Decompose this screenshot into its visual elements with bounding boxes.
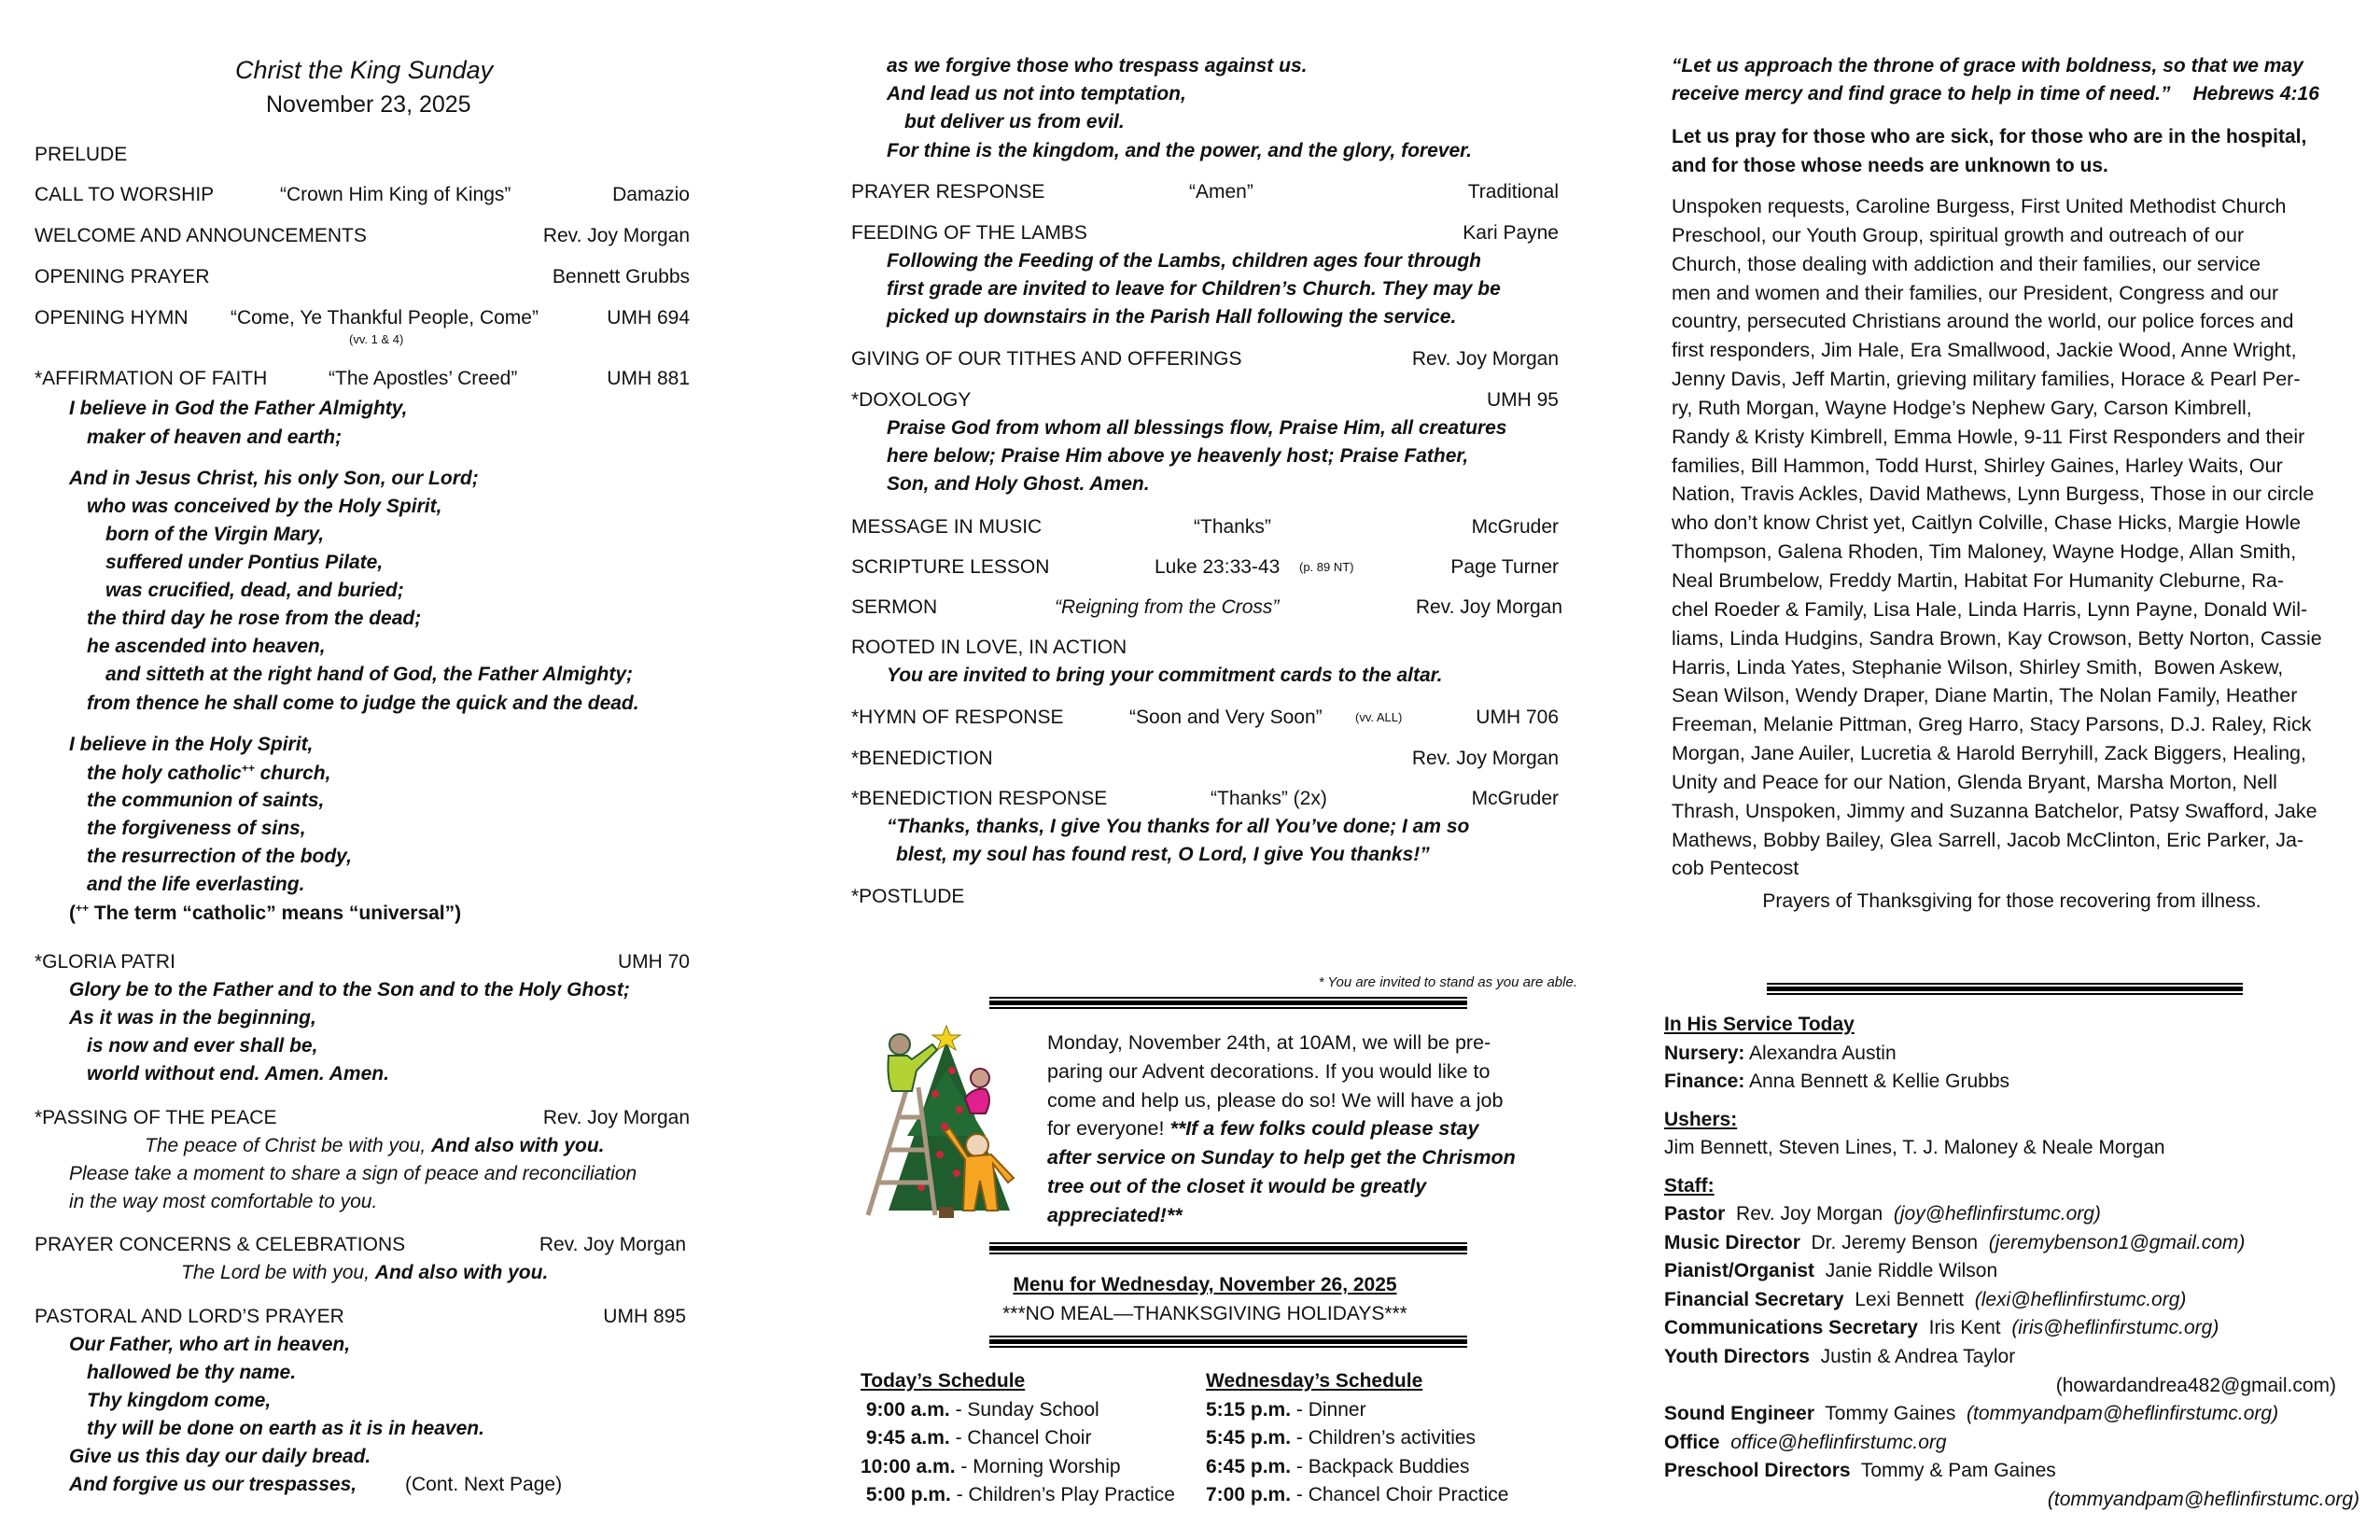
item-title: “Come, Ye Thankful People, Come” <box>231 307 539 329</box>
item-credit: UMH 895 <box>603 1306 686 1327</box>
ushers-list: Jim Bennett, Steven Lines, T. J. Maloney & Neale Morgan <box>1664 1137 2165 1158</box>
item-label: SCRIPTURE LESSON <box>851 556 1050 578</box>
prayer-list-line: country, persecuted Christians around the world, our police forces and <box>1672 310 2294 333</box>
schedule-time: 5:45 p.m. <box>1206 1427 1292 1449</box>
item-label: SERMON <box>851 596 938 618</box>
item-opening-prayer <box>35 267 690 289</box>
creed-line: the communion of saints, <box>87 790 325 811</box>
item-credit: Damazio <box>612 184 690 205</box>
peace-line: in the way most comfortable to you. <box>69 1191 378 1212</box>
schedule-item <box>1206 1424 1508 1453</box>
announcement-emphasis: appreciated!** <box>1047 1203 1183 1226</box>
item-title: “Thanks” (2x) <box>1211 788 1327 809</box>
prayer-list <box>1672 192 2322 883</box>
role-name: Anna Bennett & Kellie Grubbs <box>1744 1071 2010 1092</box>
role-name: Alexandra Austin <box>1744 1042 1897 1064</box>
staff-row <box>1664 1457 2359 1486</box>
middle-panel <box>851 0 1579 1540</box>
announcement-text: for everyone! <box>1047 1117 1170 1141</box>
creed-line: and the life everlasting. <box>87 874 305 895</box>
continued-note: (Cont. Next Page) <box>405 1474 563 1495</box>
doxology-line: Praise God from whom all blessings flow, Praise Him, all creatures <box>887 417 1507 439</box>
item-label: *AFFIRMATION OF FAITH <box>35 368 268 389</box>
staff-role: Preschool Directors <box>1664 1460 1851 1482</box>
menu-heading: Menu for Wednesday, November 26, 2025 <box>1013 1274 1397 1295</box>
announcement-line: paring our Advent decorations. If you would like to <box>1047 1059 1491 1083</box>
item-label: WELCOME AND ANNOUNCEMENTS <box>35 225 367 246</box>
schedule-time: 9:00 a.m. <box>865 1398 950 1421</box>
lambs-line: Following the Feeding of the Lambs, children ages four through <box>887 250 1482 272</box>
prayer-list-line: Thrash, Unspoken, Jimmy and Suzanna Batchelor, Patsy Swafford, Jake <box>1672 799 2317 822</box>
staff-row <box>1664 1229 2359 1258</box>
gloria-line: As it was in the beginning, <box>69 1007 316 1029</box>
service-finance <box>1664 1068 2359 1097</box>
creed-text: church, <box>259 763 331 784</box>
divider-line <box>989 997 1467 1010</box>
item-label: PRAYER RESPONSE <box>851 181 1045 203</box>
creed-line: I believe in the Holy Spirit, <box>69 734 314 755</box>
item-page-ref: (p. 89 NT) <box>1299 560 1354 574</box>
doxology-line: here below; Praise Him above ye heavenly host; Praise Father, <box>887 445 1469 467</box>
schedule-heading: Today’s Schedule <box>861 1370 1026 1392</box>
role-label: Nursery: <box>1664 1042 1745 1064</box>
creed-line: from thence he shall come to judge the quick and the dead. <box>87 693 639 714</box>
item-rooted <box>851 637 1559 660</box>
staff-list <box>1664 1200 2359 1515</box>
announcement-line: come and help us, please do so! We will have a job <box>1047 1088 1504 1112</box>
schedule-time: 10:00 a.m. <box>861 1455 956 1477</box>
item-credit: Rev. Joy Morgan <box>1411 348 1559 370</box>
creed-line: And in Jesus Christ, his only Son, our Lord; <box>69 468 479 489</box>
prayer-list-line: Randy & Kristy Kimbrell, Emma Howle, 9-11 First Responders and their <box>1672 425 2305 448</box>
staff-row <box>1664 1257 2359 1286</box>
creed-line: born of the Virgin Mary, <box>105 524 325 545</box>
item-credit: Rev. Joy Morgan <box>542 1107 690 1128</box>
creed-line: the resurrection of the body, <box>87 846 352 867</box>
staff-name: Rev. Joy Morgan <box>1725 1203 1894 1225</box>
item-label: *BENEDICTION RESPONSE <box>851 788 1108 809</box>
item-hymn-response <box>851 707 1559 730</box>
item-label: CALL TO WORSHIP <box>35 184 215 205</box>
service-list <box>1664 1011 2359 1515</box>
schedule-event: - Chancel Choir <box>949 1427 1092 1449</box>
staff-email[interactable]: (tommyandpam@heflinfirstumc.org) <box>1967 1403 2279 1425</box>
item-label: PRELUDE <box>35 144 128 165</box>
staff-email[interactable]: (tommyandpam@heflinfirstumc.org) <box>2047 1488 2359 1510</box>
staff-name: Justin & Andrea Taylor <box>1809 1345 2016 1367</box>
benediction-line: “Thanks, thanks, I give You thanks for all You’ve done; I am so <box>887 816 1470 837</box>
schedule-heading: Wednesday’s Schedule <box>1206 1370 1423 1392</box>
staff-email[interactable]: (howardandrea482@gmail.com) <box>2055 1374 2336 1396</box>
item-credit: UMH 694 <box>607 307 690 329</box>
item-label: ROOTED IN LOVE, IN ACTION <box>851 637 1127 658</box>
christmas-tree-decorating-icon <box>861 1024 1024 1225</box>
wednesday-schedule <box>1206 1367 1508 1510</box>
schedule-item <box>861 1453 1175 1482</box>
prayer-list-line: families, Bill Hammon, Todd Hurst, Shirley Gaines, Harley Waits, Our <box>1672 454 2283 477</box>
schedule-event: - Children’s Play Practice <box>950 1484 1175 1505</box>
item-prayer-concerns <box>35 1235 686 1257</box>
prayer-list-line: ry, Ruth Morgan, Wayne Hodge’s Nephew Gary, Carson Kimbrell, <box>1672 396 2252 419</box>
prayer-list-line: Morgan, Jane Auiler, Lucretia & Harold Berryhill, Zack Biggers, Healing, <box>1672 742 2306 765</box>
staff-role: Office <box>1664 1431 1720 1453</box>
item-credit: Bennett Grubbs <box>552 266 690 287</box>
prayer-line: but deliver us from evil. <box>904 111 1125 133</box>
item-credit: McGruder <box>1471 788 1559 809</box>
item-call-to-worship <box>35 185 690 207</box>
service-nursery <box>1664 1040 2359 1069</box>
staff-row <box>1664 1286 2359 1315</box>
item-verses: (vv. ALL) <box>1355 710 1403 724</box>
staff-name <box>1720 1432 1731 1453</box>
schedule-time: 5:15 p.m. <box>1206 1398 1292 1421</box>
prayer-list-line: who don’t know Christ yet, Caitlyn Colville, Chase Hicks, Margie Howle <box>1672 511 2301 535</box>
staff-row <box>1664 1429 2359 1458</box>
item-gloria-patri <box>35 952 690 974</box>
item-credit: Rev. Joy Morgan <box>1411 748 1559 769</box>
item-credit: Traditional <box>1467 181 1559 203</box>
divider-line <box>989 1242 1467 1255</box>
intro-line: and for those whose needs are unknown to us. <box>1672 154 2108 176</box>
item-benediction <box>851 749 1559 771</box>
verse-text: receive mercy and find grace to help in time of need.” <box>1672 83 2171 105</box>
item-benediction-response <box>851 789 1559 811</box>
lambs-line: picked up downstairs in the Parish Hall following the service. <box>887 306 1457 328</box>
item-label: PASTORAL AND LORD’S PRAYER <box>35 1306 344 1327</box>
staff-name: Iris Kent <box>1917 1317 2012 1339</box>
staff-name: Tommy & Pam Gaines <box>1850 1460 2056 1482</box>
schedule-event: - Morning Worship <box>955 1455 1121 1477</box>
staff-row <box>1664 1200 2359 1229</box>
prayer-list-line: Preschool, our Youth Group, spiritual growth and outreach of our <box>1672 223 2245 246</box>
service-heading: In His Service Today <box>1664 1014 1855 1035</box>
staff-role: Pianist/Organist <box>1664 1260 1815 1282</box>
schedule-item <box>861 1481 1175 1510</box>
creed-line: maker of heaven and earth; <box>87 427 343 448</box>
staff-row <box>1664 1343 2359 1372</box>
announcement-line: Monday, November 24th, at 10AM, we will be pre- <box>1047 1031 1491 1054</box>
prayer-list-line: Church, those dealing with addiction and their families, our service <box>1672 252 2261 275</box>
rooted-line: You are invited to bring your commitment cards to the altar. <box>887 665 1443 686</box>
prayer-list-line: men and women and their families, our President, Congress and our <box>1672 281 2279 304</box>
today-schedule <box>861 1367 1175 1510</box>
prayer-line: as we forgive those who trespass against us. <box>887 55 1308 77</box>
staff-role: Music Director <box>1664 1231 1800 1253</box>
intro-line: Let us pray for those who are sick, for those who are in the hospital, <box>1672 126 2307 147</box>
role-label: Finance: <box>1664 1071 1745 1092</box>
staff-row <box>1664 1400 2359 1429</box>
item-affirmation <box>35 369 690 391</box>
creed-line: I believe in God the Father Almighty, <box>69 398 408 419</box>
people-response: And also with you. <box>374 1262 549 1283</box>
prayer-list-line: Freeman, Melanie Pittman, Greg Harro, Stacy Parsons, D.J. Raley, Rick <box>1672 713 2312 736</box>
item-label: PRAYER CONCERNS & CELEBRATIONS <box>35 1234 406 1255</box>
prayer-list-line: Unity and Peace for our Nation, Glenda Bryant, Marsha Morton, Nell <box>1672 770 2277 793</box>
prayer-list-line: chel Roeder & Family, Lisa Hale, Linda Harris, Lynn Payne, Donald Wil- <box>1672 597 2308 621</box>
item-prelude <box>35 145 721 167</box>
item-credit: Rev. Joy Morgan <box>542 225 690 246</box>
item-credit: Kari Payne <box>1463 222 1559 244</box>
item-credit: UMH 95 <box>1486 389 1559 411</box>
prayer-list-line: Mathews, Bobby Bailey, Glea Sarrell, Jacob McClinton, Eric Parker, Ja- <box>1672 828 2304 851</box>
prayer-list-line: liams, Linda Hudgins, Sandra Brown, Kay Crowson, Betty Norton, Cassie <box>1672 626 2322 650</box>
announcement <box>1047 1029 1516 1230</box>
creed-line <box>87 763 330 783</box>
item-sermon <box>851 597 1562 620</box>
item-label: OPENING PRAYER <box>35 266 210 287</box>
peace-line: Please take a moment to share a sign of peace and reconciliation <box>69 1163 637 1184</box>
item-credit: UMH 881 <box>607 368 690 389</box>
item-credit: UMH 706 <box>1476 707 1559 728</box>
item-label: *GLORIA PATRI <box>35 951 175 973</box>
item-credit: UMH 70 <box>617 951 690 973</box>
item-credit: Page Turner <box>1450 556 1559 578</box>
item-label: *HYMN OF RESPONSE <box>851 707 1064 728</box>
creed-line: he ascended into heaven, <box>87 636 326 657</box>
prayer-line: thy will be done on earth as it is in heaven. <box>87 1418 484 1439</box>
staff-role: Communications Secretary <box>1664 1317 1918 1339</box>
gloria-line: world without end. Amen. Amen. <box>87 1063 389 1085</box>
creed-line: was crucified, dead, and buried; <box>105 580 404 601</box>
staff-heading: Staff: <box>1664 1174 1715 1197</box>
right-panel <box>1664 0 2359 1540</box>
item-label: GIVING OF OUR TITHES AND OFFERINGS <box>851 348 1242 370</box>
prayer-list-line: Neal Brumbelow, Freddy Martin, Habitat For Humanity Cleburne, Ra- <box>1672 568 2285 592</box>
prayer-list-line: Unspoken requests, Caroline Burgess, First United Methodist Church <box>1672 195 2287 217</box>
staff-row <box>1664 1486 2359 1515</box>
staff-name: Janie Riddle Wilson <box>1814 1260 1998 1282</box>
schedule-item <box>1206 1396 1508 1425</box>
creed-footnote <box>69 903 461 923</box>
prayer-list-line: Thompson, Galena Rhoden, Tim Maloney, Wayne Hodge, Allan Smith, <box>1672 540 2297 564</box>
schedule-time: 9:45 a.m. <box>865 1427 950 1449</box>
announcement-emphasis: after service on Sunday to help get the Chrismon <box>1047 1146 1516 1169</box>
people-response: And also with you. <box>431 1135 605 1156</box>
creed-line: the forgiveness of sins, <box>87 818 306 839</box>
service-date: November 23, 2025 <box>266 91 471 118</box>
prayer-list-line: Nation, Travis Ackles, David Mathews, Lynn Burgess, Those in our circle <box>1672 483 2315 506</box>
item-feeding-lambs <box>851 223 1559 245</box>
item-passing-peace <box>35 1108 690 1130</box>
item-title: “The Apostles’ Creed” <box>329 368 518 389</box>
gloria-line: Glory be to the Father and to the Son and to the Holy Ghost; <box>69 979 630 1001</box>
item-title: “Crown Him King of Kings” <box>280 184 511 205</box>
stand-note: * You are invited to stand as you are able. <box>1318 974 1577 990</box>
staff-email[interactable]: (iris@heflinfirstumc.org) <box>2011 1317 2219 1339</box>
item-tithes <box>851 349 1559 371</box>
item-label: OPENING HYMN <box>35 307 189 329</box>
scripture-verse-line: “Let us approach the throne of grace with boldness, so that we may <box>1672 55 2303 77</box>
item-label: *DOXOLOGY <box>851 389 972 411</box>
schedule-event: - Children’s activities <box>1291 1427 1477 1449</box>
item-opening-hymn <box>35 308 690 330</box>
prayer-line: Give us this day our daily bread. <box>69 1446 371 1467</box>
doxology-line: Son, and Holy Ghost. Amen. <box>887 473 1150 495</box>
scripture-verse-line <box>1672 84 2319 104</box>
thanksgiving-note: Prayers of Thanksgiving for those recovering from illness. <box>1762 890 2261 912</box>
prayer-intro <box>1672 123 2306 181</box>
item-lords-prayer <box>35 1307 686 1329</box>
announcement-emphasis: tree out of the closet it would be greatly <box>1047 1174 1427 1197</box>
staff-role: Sound Engineer <box>1664 1403 1815 1425</box>
concerns-responsive <box>181 1263 548 1282</box>
divider-line <box>989 1336 1467 1349</box>
staff-email[interactable]: (joy@heflinfirstumc.org) <box>1893 1203 2101 1225</box>
item-label: MESSAGE IN MUSIC <box>851 516 1043 538</box>
menu-note: ***NO MEAL—THANKSGIVING HOLIDAYS*** <box>1002 1303 1407 1324</box>
staff-row <box>1664 1314 2359 1343</box>
schedule-item <box>1206 1453 1508 1482</box>
schedule-event: - Backpack Buddies <box>1291 1455 1470 1477</box>
tree-trunk <box>939 1207 954 1218</box>
item-credit: Rev. Joy Morgan <box>539 1234 686 1255</box>
lambs-line: first grade are invited to leave for Children’s Church. They may be <box>887 278 1501 300</box>
announcement-line <box>1047 1114 1516 1143</box>
item-title: Luke 23:33-43 <box>1155 556 1281 578</box>
item-label: *PASSING OF THE PEACE <box>35 1107 277 1128</box>
creed-line: the third day he rose from the dead; <box>87 608 422 629</box>
creed-line: suffered under Pontius Pilate, <box>105 552 384 573</box>
hymn-verses: (vv. 1 & 4) <box>349 332 404 346</box>
staff-role: Pastor <box>1664 1203 1726 1225</box>
schedule-event: - Sunday School <box>949 1398 1099 1421</box>
footnote-paren: ( <box>69 903 76 924</box>
item-title: “Reigning from the Cross” <box>1055 596 1280 618</box>
item-credit: Rev. Joy Morgan <box>1415 596 1562 618</box>
item-postlude <box>851 887 1579 909</box>
staff-email[interactable]: office@heflinfirstumc.org <box>1730 1431 1947 1453</box>
divider-line <box>1767 983 2243 996</box>
prayer-line: Our Father, who art in heaven, <box>69 1334 351 1355</box>
item-credit: McGruder <box>1471 516 1559 538</box>
schedule-event: - Chancel Choir Practice <box>1291 1484 1509 1505</box>
schedule-item <box>861 1424 1175 1453</box>
benediction-line: blest, my soul has found rest, O Lord, I give You thanks!” <box>896 844 1430 865</box>
schedule-item <box>861 1396 1175 1425</box>
schedule-time: 5:00 p.m. <box>865 1484 951 1505</box>
schedule-item <box>1206 1481 1508 1510</box>
prayer-line: hallowed be thy name. <box>87 1362 297 1383</box>
item-label: *BENEDICTION <box>851 748 993 769</box>
staff-name: Dr. Jeremy Benson <box>1799 1231 1989 1253</box>
staff-name: Lexi Bennett <box>1843 1288 1975 1310</box>
item-title: “Amen” <box>1189 181 1253 203</box>
footnote-mark: ++ <box>76 902 90 915</box>
footnote-text: The term “catholic” means “universal”) <box>89 903 462 924</box>
item-message-music <box>851 517 1559 539</box>
prayer-line: For thine is the kingdom, and the power, and the glory, forever. <box>887 140 1472 161</box>
creed-line: who was conceived by the Holy Spirit, <box>87 496 442 517</box>
prayer-list-line: Sean Wilson, Wendy Draper, Diane Martin, The Nolan Family, Heather <box>1672 684 2298 707</box>
creed-text: the holy catholic <box>87 763 242 784</box>
verse-reference: Hebrews 4:16 <box>2192 83 2319 105</box>
prayer-list-line: first responders, Jim Hale, Era Smallwood, Jackie Wood, Anne Wright, <box>1672 339 2297 362</box>
item-label: FEEDING OF THE LAMBS <box>851 222 1087 244</box>
schedule-time: 6:45 p.m. <box>1206 1455 1292 1477</box>
peace-responsive <box>145 1136 605 1155</box>
staff-row <box>1664 1372 2336 1401</box>
gloria-line: is now and ever shall be, <box>87 1035 318 1057</box>
announcement-emphasis: **If a few folks could please stay <box>1169 1117 1479 1141</box>
item-prayer-response <box>851 182 1559 204</box>
staff-name: Tommy Gaines <box>1814 1403 1967 1425</box>
person-green-icon <box>889 1034 938 1091</box>
prayer-list-line: Jenny Davis, Jeff Martin, grieving military families, Horace & Pearl Per- <box>1672 368 2301 391</box>
item-label: *POSTLUDE <box>851 886 965 907</box>
person-pink-icon <box>965 1069 989 1113</box>
staff-role: Youth Directors <box>1664 1345 1810 1367</box>
item-welcome <box>35 226 690 248</box>
left-panel <box>35 0 721 1540</box>
prayer-line: And forgive us our trespasses, <box>69 1474 357 1495</box>
schedule-time: 7:00 p.m. <box>1206 1484 1292 1505</box>
leader-line: The peace of Christ be with you, <box>145 1135 431 1156</box>
prayer-line: And lead us not into temptation, <box>887 83 1186 105</box>
staff-email[interactable]: (jeremybenson1@gmail.com) <box>1988 1231 2246 1253</box>
schedule-event: - Dinner <box>1291 1398 1366 1421</box>
item-doxology <box>851 390 1559 413</box>
leader-line: The Lord be with you, <box>181 1262 375 1283</box>
creed-line: and sitteth at the right hand of God, the Father Almighty; <box>105 664 634 685</box>
prayer-list-line: cob Pentecost <box>1672 857 1799 880</box>
prayer-list-line: Harris, Linda Yates, Stephanie Wilson, Shirley Smith, Bowen Askew, <box>1672 655 2284 679</box>
prayer-line: Thy kingdom come, <box>87 1390 272 1411</box>
footnote-mark: ++ <box>241 762 255 775</box>
item-title: “Thanks” <box>1194 516 1271 538</box>
page-title: Christ the King Sunday <box>235 56 494 84</box>
item-scripture <box>851 557 1559 580</box>
staff-email[interactable]: (lexi@heflinfirstumc.org) <box>1974 1288 2187 1310</box>
item-title: “Soon and Very Soon” <box>1129 707 1323 728</box>
staff-role: Financial Secretary <box>1664 1288 1844 1310</box>
ushers-heading: Ushers: <box>1664 1108 1738 1130</box>
